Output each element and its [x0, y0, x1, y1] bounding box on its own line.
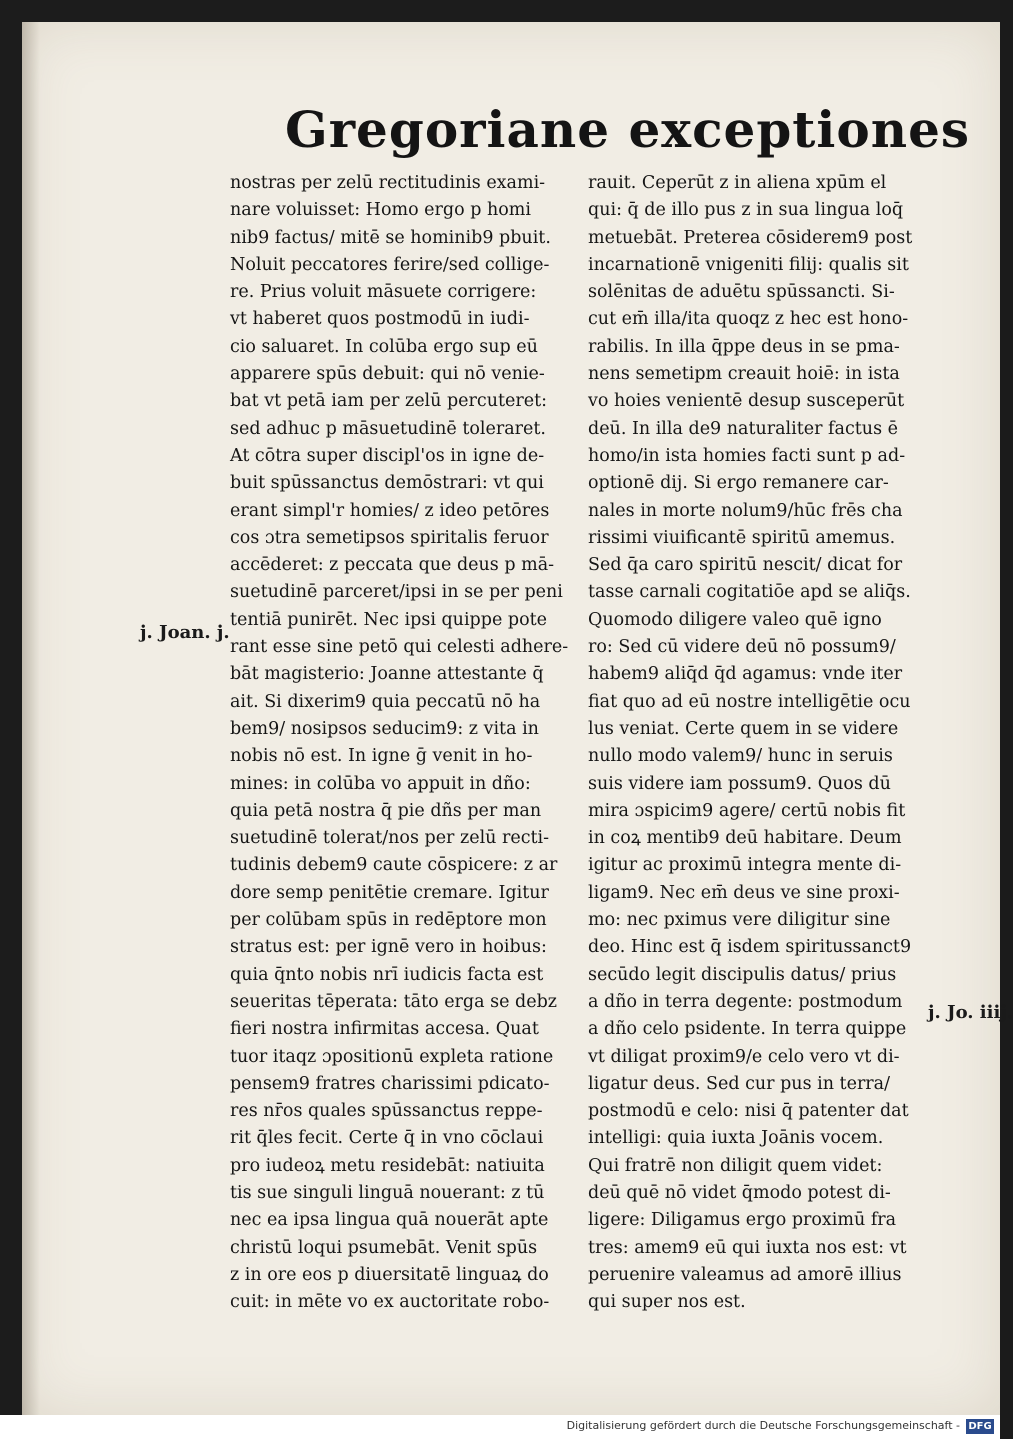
text-line: ro: Sed cū videre deū nō possum9/ — [588, 637, 896, 658]
text-line: stratus est: per ignē vero in hoibus: — [230, 937, 547, 958]
text-line: peruenire valeamus ad amorē illius — [588, 1264, 902, 1285]
margin-note-right: j. Jo. iiij. — [928, 1002, 1013, 1023]
text-line: rit q̄les fecit. Certe q̄ in vno cōclaui — [230, 1128, 544, 1149]
text-line: suetudinē parceret/ipsi in se per peni — [230, 582, 563, 603]
text-line: bat vt petā iam per zelū percuteret: — [230, 391, 548, 412]
text-line: fieri nostra infirmitas accesa. Quat — [230, 1019, 539, 1040]
text-line: cos ɔtra semetipsos spiritalis feruor — [230, 527, 549, 548]
text-line: ligam9. Nec em̄ deus ve sine proxi- — [588, 882, 900, 903]
text-line: qui: q̄ de illo pus z in sua lingua loq̄ — [588, 200, 904, 221]
left-text-column — [230, 170, 580, 1316]
text-line: pensem9 fratres charissimi pdicato- — [230, 1073, 550, 1094]
text-line: dore semp penitētie cremare. Igitur — [230, 882, 549, 903]
text-line: rauit. Ceperūt z in aliena xpūm el — [588, 173, 887, 193]
text-line: At cōtra super discipl'os in igne de- — [230, 445, 545, 466]
text-line: z in ore eos p diuersitatē linguaꝝ do — [230, 1264, 549, 1285]
text-line: bem9/ nosipsos seducim9: z vita in — [230, 718, 539, 739]
dfg-logo[interactable]: DFG — [966, 1419, 994, 1434]
text-line: postmodū e celo: nisi q̄ patenter dat — [588, 1101, 909, 1122]
text-line: deo. Hinc est q̄ isdem spiritussanct9 — [588, 937, 912, 958]
text-line: deū quē nō videt q̄modo potest di- — [588, 1182, 891, 1203]
text-line: accēderet: z peccata que deus p mā- — [230, 555, 555, 576]
text-line: ligatur deus. Sed cur pus in terra/ — [588, 1073, 891, 1094]
footer-credit: Digitalisierung gefördert durch die Deutsche Forschungsgemeinschaft - — [566, 1419, 960, 1432]
text-line: homo/in ista homies facti sunt p ad- — [588, 445, 906, 466]
margin-note-left: j. Joan. j. — [140, 622, 230, 643]
text-line: tentiā punirēt. Nec ipsi quippe pote — [230, 609, 547, 630]
text-line: mira ɔspicim9 agere/ certū nobis fit — [588, 800, 906, 821]
text-line: cuit: in mēte vo ex auctoritate robo- — [230, 1292, 550, 1313]
text-line: tudinis debem9 caute cōspicere: z ar — [230, 855, 558, 876]
text-line: Sed q̄a caro spiritū nescit/ dicat for — [588, 555, 903, 576]
text-line: in coꝝ mentib9 deū habitare. Deum — [588, 828, 902, 849]
text-line: habem9 aliq̄d q̄d agamus: vnde iter — [588, 664, 903, 685]
text-line: erant simpl'r homies/ z ideo petōres — [230, 500, 550, 521]
text-line: vo hoies venientē desup susceperūt — [588, 391, 905, 412]
text-line: suetudinē tolerat/nos per zelū recti- — [230, 828, 550, 849]
text-line: suis videre iam possum9. Quos dū — [588, 773, 891, 794]
text-line: quia petā nostra q̄ pie dñs per man — [230, 800, 542, 821]
text-line: vt haberet quos postmodū in iudi- — [230, 309, 530, 330]
text-line: Noluit peccatores ferire/sed collige- — [230, 254, 550, 275]
text-line: nostras per zelū rectitudinis exami- — [230, 173, 546, 193]
text-line: ait. Si dixerim9 quia peccatū nō ha — [230, 691, 541, 712]
text-line: re. Prius voluit māsuete corrigere: — [230, 282, 537, 303]
text-line: metuebāt. Preterea cōsiderem9 post — [588, 227, 913, 248]
text-line: res nr̄os quales spūssanctus reppe- — [230, 1101, 543, 1122]
text-line: lus veniat. Certe quem in se videre — [588, 718, 899, 739]
text-line: nib9 factus/ mitē se hominib9 pbuit. — [230, 227, 551, 248]
text-line: pro iudeoꝝ metu residebāt: natiuita — [230, 1155, 545, 1176]
text-line: igitur ac proximū integra mente di- — [588, 855, 902, 876]
text-line: nare voluisset: Homo ergo p homi — [230, 200, 531, 221]
text-line: rabilis. In illa q̄ppe deus in se pma- — [588, 336, 900, 357]
text-line: nullo modo valem9/ hunc in seruis — [588, 746, 893, 767]
text-line: tres: amem9 eū qui iuxta nos est: vt — [588, 1237, 907, 1258]
text-line: a dño in terra degente: postmodum — [588, 991, 903, 1012]
text-line: mo: nec pximus vere diligitur sine — [588, 910, 891, 931]
text-line: secūdo legit discipulis datus/ prius — [588, 964, 897, 985]
text-line: bāt magisterio: Joanne attestante q̄ — [230, 664, 544, 685]
right-text-column — [588, 170, 928, 1316]
text-line: intelligi: quia iuxta Joānis vocem. — [588, 1128, 884, 1149]
page-gutter-shadow — [22, 22, 40, 1415]
text-line: tasse carnali cogitatiōe apd se aliq̄s. — [588, 582, 911, 603]
text-line: deū. In illa de9 naturaliter factus ē — [588, 418, 898, 439]
text-line: sed adhuc p māsuetudinē toleraret. — [230, 418, 546, 439]
text-line: nec ea ipsa lingua quā nouerāt apte — [230, 1210, 549, 1231]
running-title: Gregoriane exceptiones — [285, 100, 971, 159]
text-line: ligere: Diligamus ergo proximū fra — [588, 1210, 897, 1231]
text-line: per colūbam spūs in redēptore mon — [230, 910, 547, 931]
text-line: nobis nō est. In igne ḡ venit in ho- — [230, 746, 533, 767]
text-line: cut em̄ illa/ita quoqz z hec est hono- — [588, 309, 909, 330]
text-line: solēnitas de aduētu spūssancti. Si- — [588, 282, 895, 303]
text-line: optionē dij. Si ergo remanere car- — [588, 473, 889, 494]
text-line: nales in morte nolum9/hūc frēs cha — [588, 500, 903, 521]
text-line: christū loqui psumebāt. Venit spūs — [230, 1237, 538, 1258]
footer-bar — [0, 1415, 1000, 1439]
text-line: vt diligat proxim9/e celo vero vt di- — [588, 1046, 900, 1067]
text-line: cio saluaret. In colūba ergo sup eū — [230, 336, 538, 357]
text-line: seueritas tēperata: tāto erga se debz — [230, 991, 558, 1012]
text-line: rissimi viuificantē spiritū amemus. — [588, 527, 896, 548]
text-line: nens semetipm creauit hoiē: in ista — [588, 364, 900, 385]
text-line: Quomodo diligere valeo quē igno — [588, 609, 882, 630]
text-line: apparere spūs debuit: qui nō venie- — [230, 364, 545, 385]
text-line: rant esse sine petō qui celesti adhere- — [230, 637, 569, 658]
text-line: tis sue singuli linguā nouerant: z tū — [230, 1182, 545, 1203]
text-line: fiat quo ad eū nostre intelligētie ocu — [588, 691, 911, 712]
text-line: mines: in colūba vo appuit in dño: — [230, 773, 531, 794]
text-line: Qui fratrē non diligit quem videt: — [588, 1155, 883, 1176]
text-line: incarnationē vnigeniti filij: qualis sit — [588, 254, 909, 275]
text-line: tuor itaqz ɔpositionū expleta ratione — [230, 1046, 554, 1067]
text-line: buit spūssanctus demōstrari: vt qui — [230, 473, 544, 494]
text-line: quia q̄nto nobis nrī iudicis facta est — [230, 964, 544, 985]
text-line: qui super nos est. — [588, 1292, 746, 1313]
text-line: a dño celo psidente. In terra quippe — [588, 1019, 907, 1040]
